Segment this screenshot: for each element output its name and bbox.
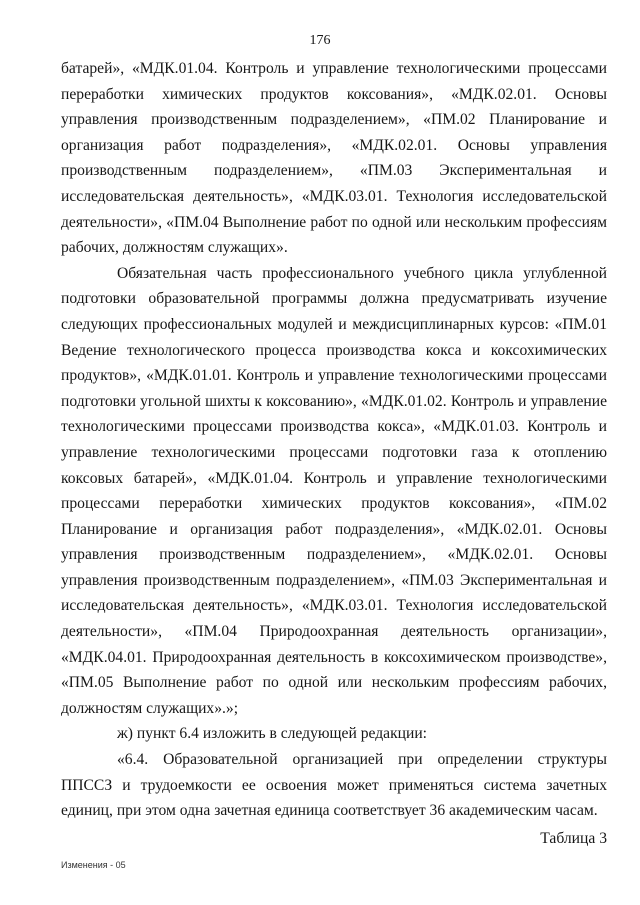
- page-number: 176: [309, 33, 331, 48]
- table-label: Таблица 3: [540, 829, 607, 847]
- footer-note: Изменения - 05: [61, 860, 126, 870]
- paragraph-item-zh: ж) пункт 6.4 изложить в следующей редакции:: [117, 725, 428, 743]
- paragraph-continuation: батарей», «МДК.01.04. Контроль и управление технологическими процессами переработки химических продуктов коксования», «МДК.02.01. Основы управления производственным подразделением», «ПМ.02 Планирование и организация работ подразделения», «МДК.02.01. Основы управления производственным подразделением», «ПМ.03 Экспериментальная и исследовательская деятельность», «МДК.03.01. Технология исследовательской деятельности», «ПМ.04 Выполнение работ по одной или нескольким профессиям рабочих, должностям служащих».: [61, 60, 607, 257]
- paragraph-mandatory-part: Обязательная часть профессионального учебного цикла углубленной подготовки образовательной программы должна предусматривать изучение следующих профессиональных модулей и междисциплинарных курсов: «ПМ.01 Ведение технологического процесса производства кокса и коксохимических продуктов», «МДК.01.01. Контроль и управление технологическими процессами подготовки угольной шихты к коксованию», «МДК.01.02. Контроль и управление технологическими процессами производства кокса», «МДК.01.03. Контроль и управление технологическими процессами подготовки газа к отоплению коксовых батарей», «МДК.01.04. Контроль и управление технологическими процессами переработки химических продуктов коксования», «ПМ.02 Планирование и организация работ подразделения», «МДК.02.01. Основы управления производственным подразделением», «МДК.02.01. Основы управления производственным подразделением», «ПМ.03 Экспериментальная и исследовательская деятельность», «МДК.03.01. Технология исследовательской деятельности», «ПМ.04 Природоохранная деятельность организации», «МДК.04.01. Природоохранная деятельность в коксохимическом производстве», «ПМ.05 Выполнение работ по одной или нескольким профессиям рабочих, должностям служащих».»;: [61, 264, 607, 717]
- document-body: [61, 56, 607, 851]
- paragraph-item-6-4: «6.4. Образовательной организацией при определении структуры ППССЗ и трудоемкости ее освоения может применяться система зачетных единиц, при этом одна зачетная единица соответствует 36 академическим часам.: [61, 751, 607, 820]
